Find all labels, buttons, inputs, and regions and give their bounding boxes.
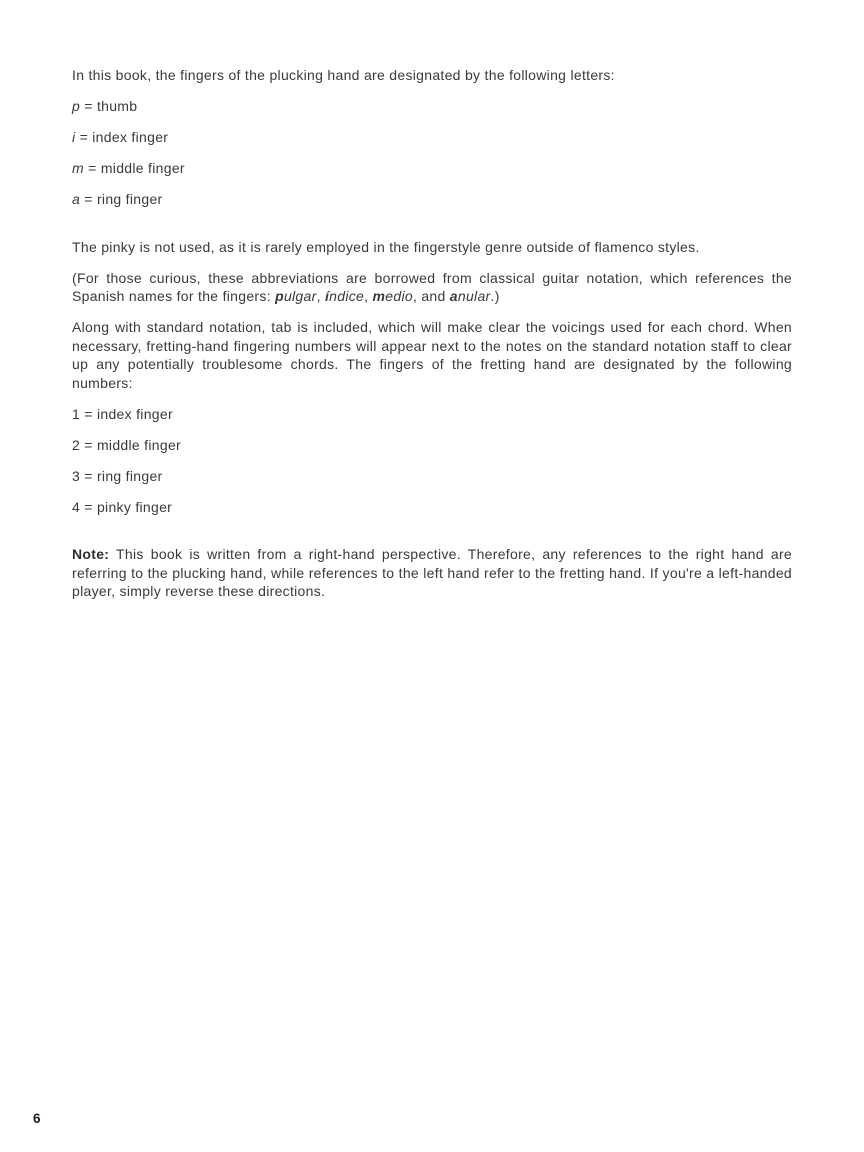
note-label: Note: xyxy=(72,546,110,562)
spanish-separator: , and xyxy=(412,288,450,304)
finger-number: 3 xyxy=(72,467,81,484)
finger-definition: = middle finger xyxy=(80,436,181,453)
spanish-term-rest: ulgar xyxy=(283,288,317,304)
note-text: This book is written from a right-hand perspective. Therefore, any references to the right hand are referring to the plucking hand, while references to the left hand refer to the fretting hand. If you're a left-handed player, simply reverse these directions. xyxy=(72,546,792,599)
spanish-names-paragraph xyxy=(72,269,792,306)
spanish-separator: , xyxy=(316,288,325,304)
finger-number: 1 xyxy=(72,405,81,422)
finger-letter: a xyxy=(72,191,81,207)
spanish-separator: , xyxy=(364,288,373,304)
tab-notation-paragraph: Along with standard notation, tab is included, which will make clear the voicings used for each chord. When necessary, fretting-hand fingering numbers will appear next to the notes on the standard notation staff to clear up any potentially troublesome chords. The fingers of the fretting hand are designated by the following numbers: xyxy=(72,319,792,391)
plucking-finger-item-m xyxy=(72,159,792,178)
spanish-prefix: (For those curious, these abbreviations are borrowed from classical guitar notation, which references the Spanish names for the fingers: xyxy=(72,269,792,304)
finger-number: 2 xyxy=(72,436,81,453)
fretting-finger-item-2 xyxy=(72,436,792,455)
finger-definition: = index finger xyxy=(75,129,169,145)
spanish-term-rest: edio xyxy=(385,288,413,304)
finger-definition: = ring finger xyxy=(80,467,163,484)
note-paragraph xyxy=(72,545,792,601)
spanish-suffix: .) xyxy=(490,288,500,304)
fretting-finger-item-1 xyxy=(72,405,792,424)
finger-letter: m xyxy=(72,160,84,176)
spanish-term-lead: í xyxy=(324,288,330,304)
finger-number: 4 xyxy=(72,498,81,515)
spanish-term-lead: m xyxy=(372,288,386,304)
page-number: 6 xyxy=(33,1111,41,1126)
spanish-term-rest: nular xyxy=(457,288,491,304)
finger-definition: = ring finger xyxy=(80,191,163,207)
finger-definition: = thumb xyxy=(80,98,138,114)
fretting-finger-item-3 xyxy=(72,467,792,486)
pinky-paragraph: The pinky is not used, as it is rarely employed in the fingerstyle genre outside of flamenco styles. xyxy=(72,238,700,255)
plucking-finger-item-a xyxy=(72,190,792,209)
finger-definition: = pinky finger xyxy=(80,498,173,515)
plucking-finger-item-i xyxy=(72,128,792,147)
finger-definition: = middle finger xyxy=(83,160,185,176)
intro-paragraph: In this book, the fingers of the plucking hand are designated by the following letters: xyxy=(72,67,615,83)
finger-letter: p xyxy=(72,98,81,114)
spanish-term-rest: ndice xyxy=(329,288,365,304)
finger-letter: i xyxy=(72,129,76,145)
fretting-finger-item-4 xyxy=(72,498,792,517)
finger-definition: = index finger xyxy=(80,405,173,422)
page-content xyxy=(72,66,792,613)
spanish-term-lead: p xyxy=(275,288,284,304)
spanish-term-lead: a xyxy=(449,288,458,304)
plucking-finger-item-p xyxy=(72,97,792,116)
